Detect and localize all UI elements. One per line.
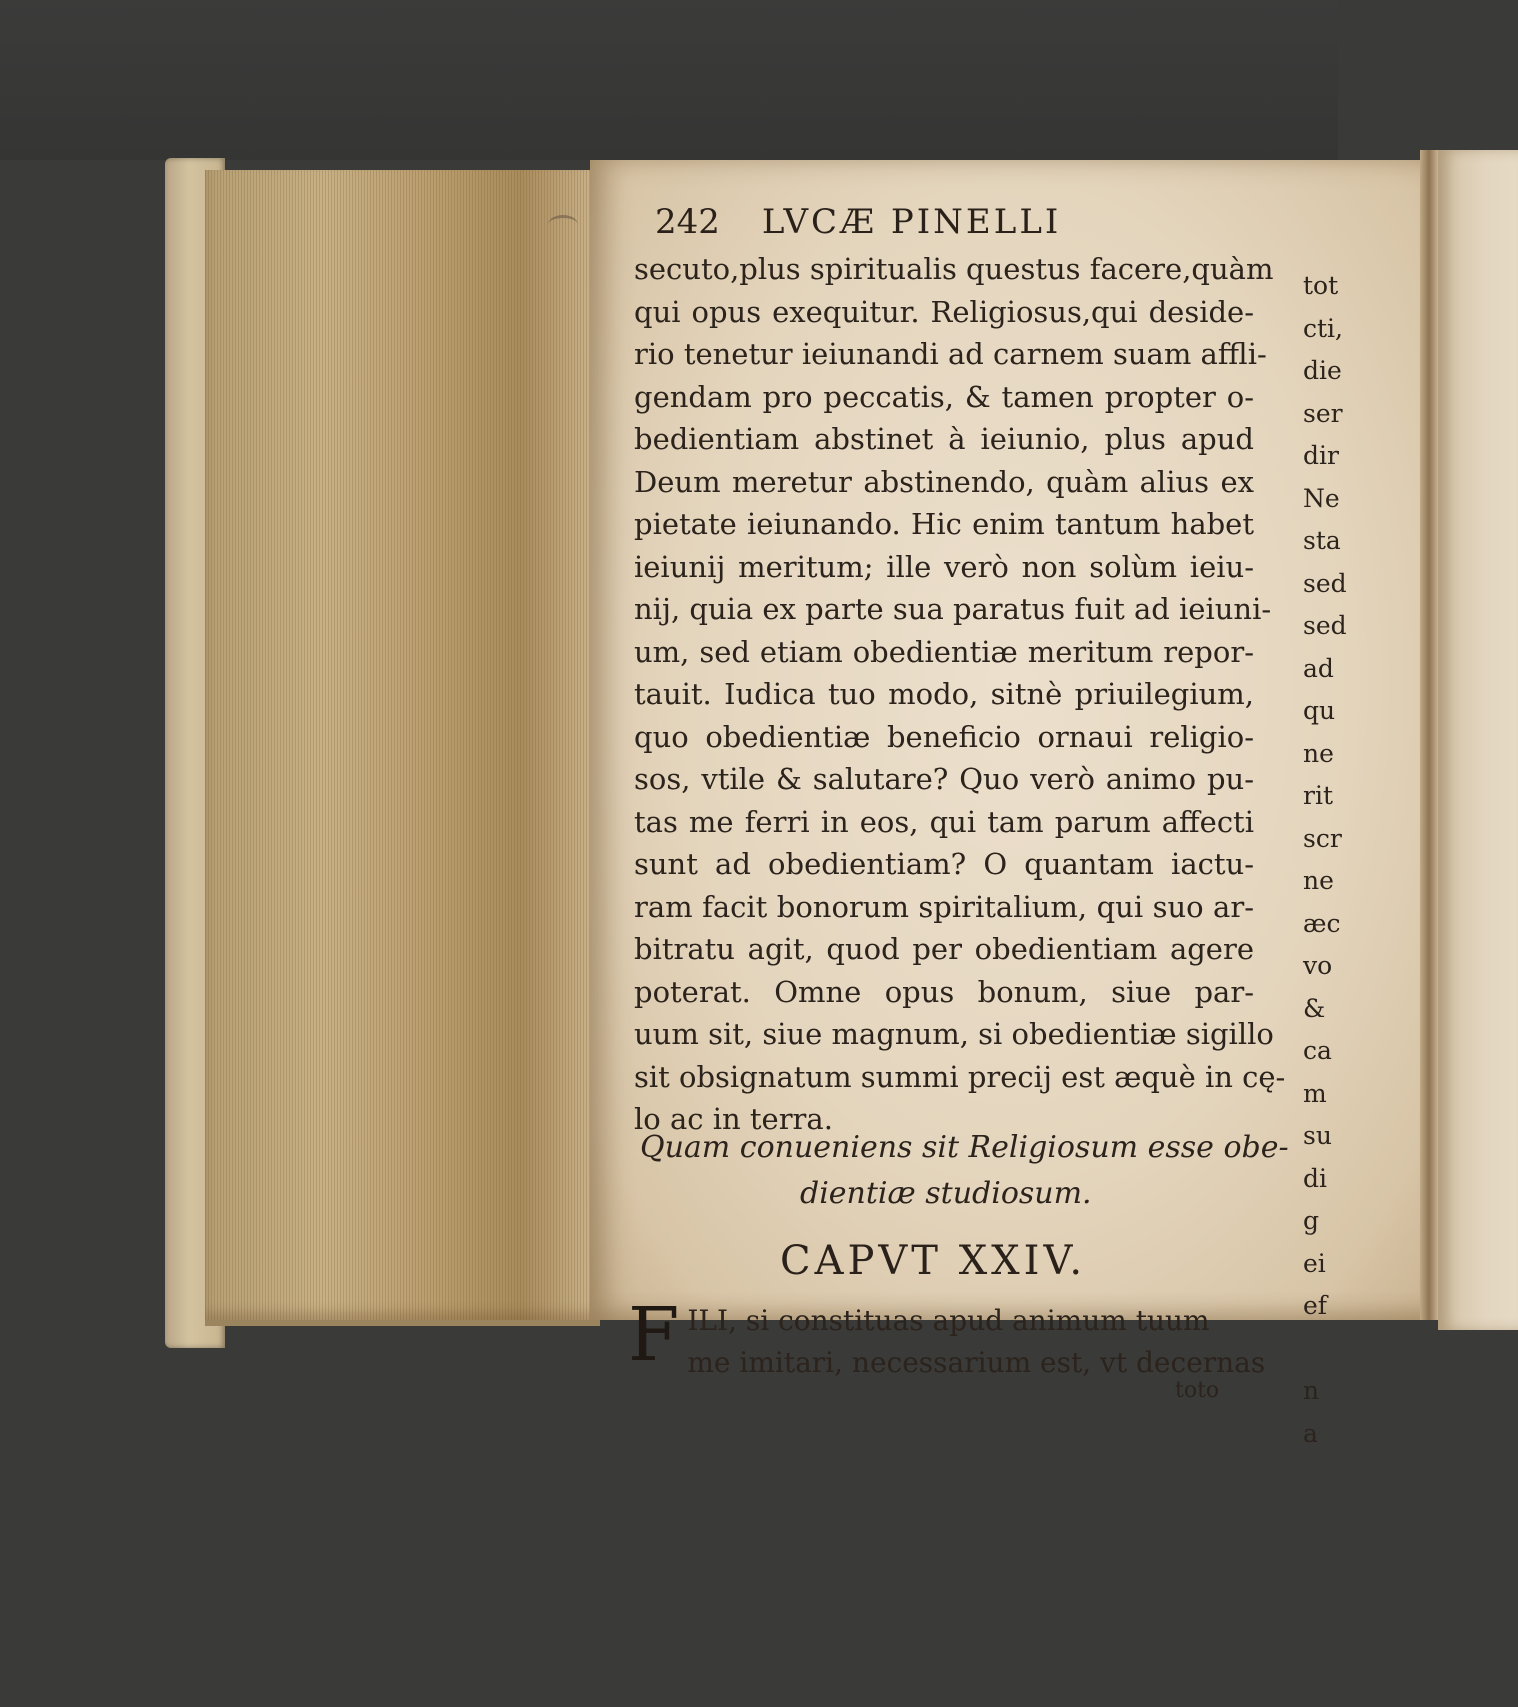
text-line: sunt ad obedientiam? O quantam iactu-	[634, 847, 1254, 881]
text-line: Deum meretur abstinendo, quàm alius ex	[634, 464, 1254, 499]
body-text	[634, 248, 1286, 1141]
fragment: &	[1303, 993, 1326, 1023]
chapter-label: CAPVT XXIV.	[780, 1238, 1087, 1284]
right-page-edge	[1438, 150, 1518, 1330]
text-line: secuto,plus spiritualis questus facere,quàm	[634, 252, 1274, 286]
text-line: bedientiam abstinet à ieiunio, plus apud	[634, 422, 1254, 456]
chapter-heading-line: Quam conueniens sit Religiosum esse obe-	[640, 1130, 1289, 1165]
fragment: qu	[1303, 696, 1336, 725]
text-line: tas me ferri in eos, qui tam parum affecti	[634, 804, 1254, 839]
book-gutter	[1420, 150, 1438, 1320]
fragment: sed	[1303, 611, 1347, 640]
text-line: um, sed etiam obedientiæ meritum repor-	[634, 634, 1254, 669]
fragment: di	[1303, 1163, 1327, 1193]
fragment: æc	[1303, 908, 1341, 938]
text-line: ILI, si constituas apud animum tuum	[687, 1304, 1210, 1337]
text-line: rio tenetur ieiunandi ad carnem suam affli-	[634, 337, 1267, 371]
fragment: die	[1303, 356, 1342, 385]
fragment: scr	[1303, 823, 1342, 853]
fragment: ca	[1303, 1036, 1332, 1065]
background	[0, 0, 1338, 160]
catchword: toto	[1175, 1378, 1220, 1403]
text-line: gendam pro peccatis, & tamen propter o-	[634, 379, 1254, 414]
facing-page-fragments	[1303, 265, 1347, 1455]
printer-ornament-icon	[548, 215, 578, 234]
text-line: qui opus exequitur. Religiosus,qui deside-	[634, 294, 1254, 329]
page-number: 242	[655, 202, 720, 242]
text-line: nij, quia ex parte sua paratus fuit ad ieiuni-	[634, 592, 1272, 626]
fragment: ser	[1303, 398, 1343, 428]
fragment: n	[1303, 1376, 1320, 1405]
chapter-opening	[628, 1292, 1266, 1384]
fragment: rit	[1303, 781, 1333, 810]
text-line: poterat. Omne opus bonum, siue par-	[634, 974, 1254, 1009]
text-line: ieiunij meritum; ille verò non solùm ieiu-	[634, 549, 1254, 584]
text-line: me imitari, necessarium est, vt decernas	[687, 1346, 1266, 1379]
text-line: sos, vtile & salutare? Quo verò animo pu-	[634, 762, 1254, 796]
text-line: sit obsignatum summi precij est æquè in cę-	[634, 1059, 1286, 1094]
chapter-heading	[640, 1125, 1289, 1217]
fragment: sta	[1303, 526, 1341, 555]
text-line: lo ac in terra.	[634, 1102, 833, 1136]
text-line: tauit. Iudica tuo modo, sitnè priuilegium,	[634, 677, 1254, 711]
running-head	[655, 202, 1155, 242]
text-line: uum sit, siue magnum, si obedientiæ sigillo	[634, 1017, 1274, 1051]
fragment: su	[1303, 1121, 1332, 1150]
fragment: ad	[1303, 653, 1334, 683]
fragment: cti,	[1303, 313, 1343, 343]
fragment: vo	[1303, 951, 1333, 980]
fragment: dir	[1303, 441, 1339, 470]
fragment: ne	[1303, 866, 1334, 895]
chapter-heading-line: dientiæ studiosum.	[800, 1176, 1092, 1211]
fragment: ef	[1303, 1291, 1328, 1320]
page-edges	[205, 170, 600, 1326]
fragment: ei	[1303, 1248, 1326, 1278]
fragment: ne	[1303, 738, 1334, 768]
fragment: m	[1303, 1078, 1327, 1108]
text-line: pietate ieiunando. Hic enim tantum habet	[634, 507, 1254, 541]
text-line: quo obedientiæ beneficio ornaui religio-	[634, 719, 1254, 754]
running-title: LVCÆ PINELLI	[761, 202, 1062, 242]
fragment: tot	[1303, 271, 1339, 300]
fragment	[1303, 1328, 1337, 1371]
drop-capital: F	[628, 1292, 680, 1378]
fragment: Ne	[1303, 483, 1340, 513]
fragment: sed	[1303, 568, 1347, 598]
fragment: g	[1303, 1206, 1320, 1235]
text-line: ram facit bonorum spiritalium, qui suo ar-	[634, 889, 1254, 924]
text-line: bitratu agit, quod per obedientiam agere	[634, 932, 1254, 966]
fragment: a	[1303, 1418, 1318, 1448]
